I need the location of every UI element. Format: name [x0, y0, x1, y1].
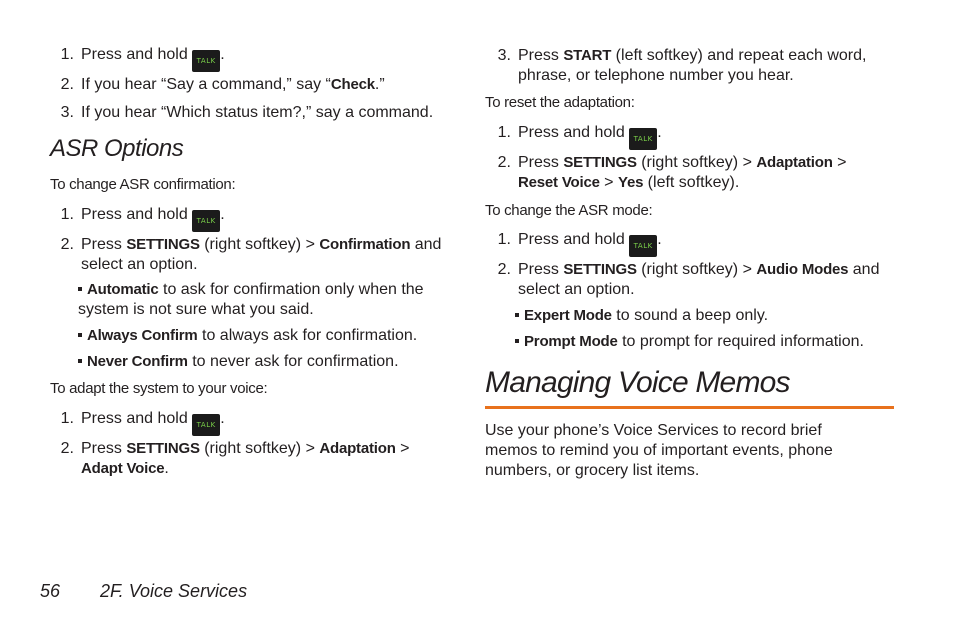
bullet-icon [515, 313, 519, 317]
option-item: Expert Mode to sound a beep only. [515, 306, 895, 326]
list-item: 1. Press and hold TALK . [48, 45, 460, 67]
bullet-icon [78, 333, 82, 337]
option-item: Automatic to ask for confirmation only when the system is not sure what you said. [78, 281, 424, 318]
bullet-icon [515, 339, 519, 343]
option-item: Never Confirm to never ask for confirmation. [78, 352, 458, 372]
talk-key-icon: TALK [192, 414, 220, 436]
list-item: 1. Press and hold TALK . [485, 230, 895, 252]
section-heading: ASR Options [50, 135, 184, 162]
talk-key-icon: TALK [629, 235, 657, 257]
procedure-lead: To adapt the system to your voice: [50, 380, 268, 397]
talk-key-icon: TALK [629, 128, 657, 150]
option-item: Prompt Mode to prompt for required information. [515, 332, 895, 352]
list-item: 1. Press and hold TALK . [485, 123, 895, 145]
procedure-lead: To change the ASR mode: [485, 202, 653, 219]
talk-key-icon: TALK [192, 210, 220, 232]
option-item: Always Confirm to always ask for confirmation. [78, 326, 458, 346]
bullet-icon [78, 359, 82, 363]
list-item: 1. Press and hold TALK . [48, 409, 460, 431]
section-heading: Managing Voice Memos [485, 366, 790, 399]
body-paragraph: Use your phone’s Voice Services to record brief memos to remind you of important events, phone numbers, or grocery list items. [485, 422, 833, 479]
procedure-lead: To change ASR confirmation: [50, 176, 236, 193]
heading-rule [485, 406, 894, 409]
talk-key-icon: TALK [192, 50, 220, 72]
section-title: 2F. Voice Services [100, 581, 248, 601]
list-item: 1. Press and hold TALK . [48, 205, 460, 227]
bullet-icon [78, 287, 82, 291]
procedure-lead: To reset the adaptation: [485, 94, 635, 111]
page-number: 56 [40, 581, 61, 601]
